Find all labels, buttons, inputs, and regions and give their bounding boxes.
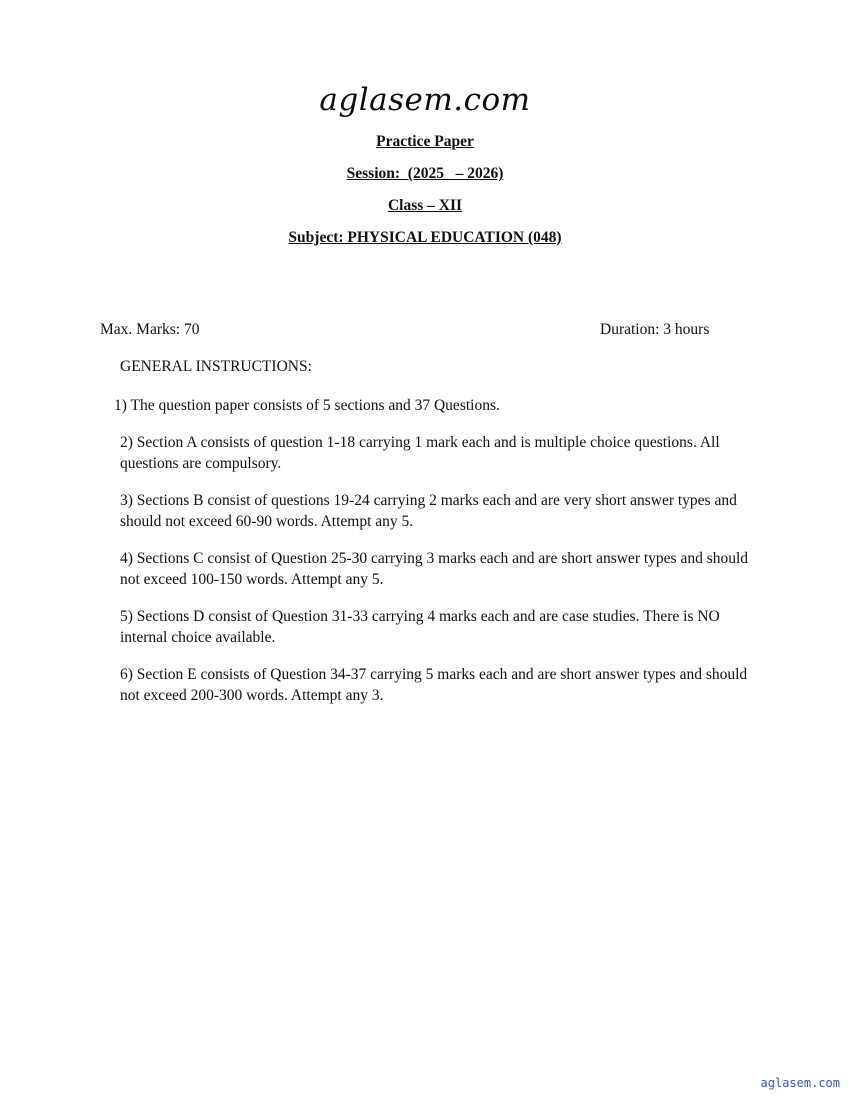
instructions-heading: GENERAL INSTRUCTIONS: [120, 358, 312, 375]
footer-watermark-link[interactable]: aglasem.com [760, 1076, 840, 1090]
instruction-item: 4) Sections C consist of Question 25-30 carrying 3 marks each and are short answer types and should not exceed 100-150 words. Attempt any 5. [120, 550, 749, 588]
instruction-item: 2) Section A consists of question 1-18 carrying 1 mark each and is multiple choice questions. All questions are compulsory. [120, 434, 720, 472]
session-line: Session: (2025 – 2026) [346, 165, 504, 182]
aglasem-logo: aglasem.com [319, 82, 531, 118]
instruction-item: 3) Sections B consist of questions 19-24 carrying 2 marks each and are very short answer types and should not exceed 60-90 words. Attempt any 5. [120, 492, 737, 530]
duration: Duration: 3 hours [600, 321, 710, 338]
instruction-item: 1) The question paper consists of 5 sections and 37 Questions. [114, 397, 500, 414]
class-line: Class – XII [387, 197, 463, 214]
paper-title: Practice Paper [376, 133, 474, 150]
instruction-item: 6) Section E consists of Question 34-37 carrying 5 marks each and are short answer types and should not exceed 200-300 words. Attempt any 3. [120, 666, 748, 704]
instruction-item: 5) Sections D consist of Question 31-33 carrying 4 marks each and are case studies. There is NO internal choice available. [120, 608, 720, 646]
subject-line: Subject: PHYSICAL EDUCATION (048) [288, 229, 562, 246]
max-marks: Max. Marks: 70 [100, 321, 200, 338]
